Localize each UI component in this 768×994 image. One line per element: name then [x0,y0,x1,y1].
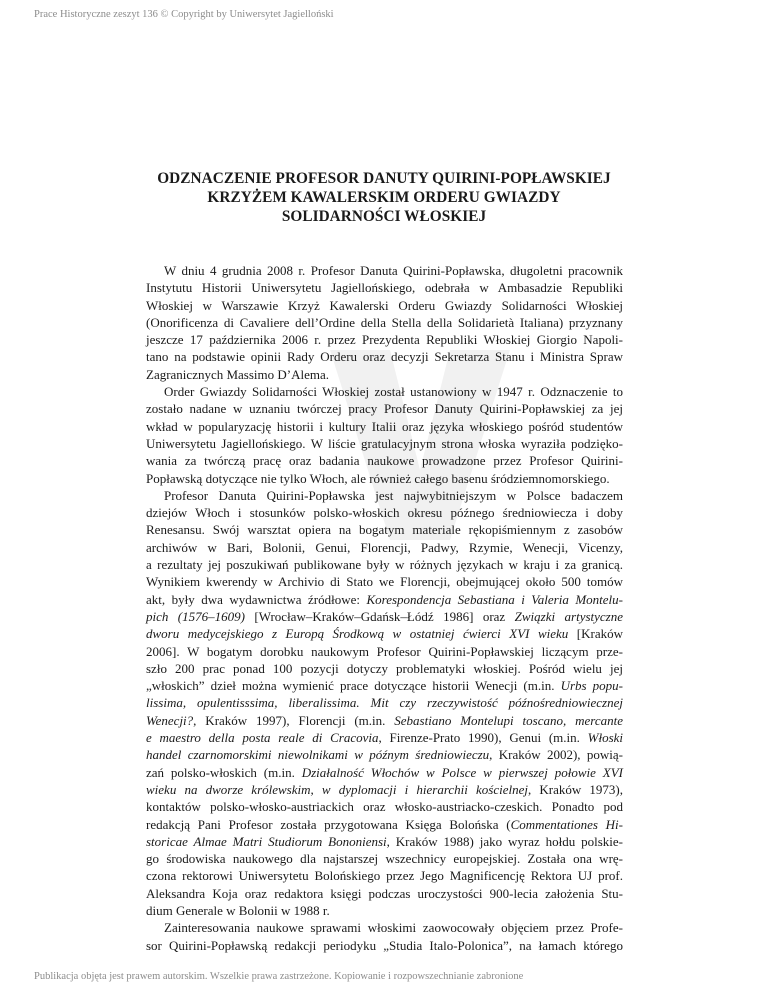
copyright-header: Prace Historyczne zeszyt 136 © Copyright by Uniwersytet Jagielloński [34,9,334,20]
body-line [146,660,623,677]
text-segment: kontaktów polsko-włosko-austriackich oraz włosko-austriacko-czeskich. Ponadto pod [146,799,623,815]
body-line [146,625,623,642]
body-line [146,504,623,521]
italic-text: Commentationes Hi- [510,816,624,832]
italic-text: Włoski [587,730,624,746]
body-line [146,297,623,314]
title-line-2: KRZYŻEM KAWALERSKIM ORDERU GWIAZDY [207,189,561,206]
text-segment: , Kraków 1997), Florencji (m.in. [193,712,395,728]
text-segment: zań polsko-włoskich (m.in. [146,764,302,780]
body-line [146,816,623,833]
body-line [146,435,623,452]
text-segment: a rezultaty jej poszukiwań publikowane były w różnych językach w kraju i za granicą. [146,557,623,573]
body-line [146,781,623,798]
body-line [146,867,623,884]
title-line-3: SOLIDARNOŚCI WŁOSKIEJ [281,208,487,225]
body-line [146,591,623,608]
text-segment: wkład w popularyzację historii i kultury Italii oraz języka włoskiego pośród studentów [146,418,623,434]
body-line [146,746,623,763]
body-line [146,643,623,660]
text-segment: Instytutu Historii Uniwersytetu Jagiellońskiego, odebrała w Ambasadzie Republiki [146,280,623,296]
body-line [146,383,623,400]
italic-text: Korespondencja Sebastiana i Valeria Montelu- [366,591,623,607]
body-line [146,331,623,348]
italic-text: pich (1576–1609) [146,608,245,624]
title-line-1: ODZNACZENIE PROFESOR DANUTY QUIRINI-POPŁAWSKIEJ [157,170,611,187]
text-segment: 2006]. W bogatym dorobku naukowym Profesor Quirini-Popławskiej liczącym prze- [146,643,623,659]
text-segment: Wynikiem kwerendy w Archivio di Stato we Florencji, obejmującej około 500 tomów [146,574,623,590]
text-segment: [Kraków [568,626,623,642]
body-line [146,608,623,625]
text-segment: jeszcze 17 października 2006 r. przez Prezydenta Republiki Włoskiej Giorgio Napoli- [146,332,623,348]
body-line [146,919,623,936]
italic-text: Działalność Włochów w Polsce w pierwszej połowie XVI [301,764,623,780]
text-segment: redakcją Pani Profesor została przygotowana Księga Bolońska ( [146,816,511,832]
body-line [146,314,623,331]
body-line [146,694,623,711]
body-line [146,400,623,417]
text-segment: zostało nadane w uznaniu twórczej pracy Profesor Danuty Quirini-Popławskiej za jej [146,401,623,417]
italic-text: Urbs popu- [560,678,623,694]
italic-text: dworu medycejskiego z Europą Środkową w ostatniej ćwierci XVI wieku [146,626,569,642]
body-line [146,798,623,815]
body-line [146,487,623,504]
text-segment: archiwów w Bari, Bolonii, Genui, Florencji, Padwy, Rzymie, Wenecji, Vicenzy, [146,539,623,555]
text-segment: W dniu 4 grudnia 2008 r. Profesor Danuta Quirini-Popławska, długoletni pracownik [164,263,623,278]
text-segment: dium Generale w Bolonii w 1988 r. [146,902,330,918]
italic-text: wieku na dworze królewskim, w dyplomacji i hierarchii kościelnej [146,781,528,797]
italic-text: handel czarnomorskimi niewolnikami w późnym średniowieczu [146,747,490,763]
text-segment: , Kraków 1973), [528,781,623,797]
italic-text: Sebastiano Montelupi toscano, mercante [394,712,623,728]
body-line [146,556,623,573]
body-line [146,262,623,279]
text-segment: Zainteresowania naukowe sprawami włoskimi zaowocowały objęciem przez Profe- [164,920,623,936]
body-line [146,729,623,746]
text-segment: „włoskich” dzieł można wymienić prace dotyczące historii Wenecji (m.in. [146,678,561,694]
body-line [146,452,623,469]
text-segment: Uniwersytetu Jagiellońskiego. W liście gratulacyjnym strona włoska wyraziła podzięko- [146,435,623,451]
article-title [100,169,668,226]
italic-text: storicae Almae Matri Studiorum Bononiensi [146,833,387,849]
copyright-footer: Publikacja objęta jest prawem autorskim. Wszelkie prawa zastrzeżone. Kopiowanie i rozpowszechnianie zabronione [34,971,524,982]
text-segment: go środowiska naukowego dla najstarszej wszechnicy europejskiej. Została ona wrę- [146,851,623,867]
text-segment: Renesansu. Swój warsztat opiera na bogatym materiale rękopiśmiennym z zasobów [146,522,623,538]
body-line [146,521,623,538]
body-line [146,902,623,919]
text-segment: Popławską dotyczące nie tylko Włoch, ale również całego basenu śródziemnomorskiego. [146,470,610,486]
italic-text: e maestro della posta reale di Cracovia [146,730,379,746]
text-segment: sor Quirini-Popławską redakcji periodyku „Studia Italo-Polonica”, na łamach którego [146,937,623,953]
text-segment: tano na podstawie opinii Rady Orderu oraz decyzji Sekretarza Stanu i Ministra Spraw [146,349,623,365]
text-segment: Aleksandra Koja oraz redaktora księgi podczas uroczystości 900-lecia założenia Stu- [146,885,623,901]
text-segment: [Wrocław–Kraków–Gdańsk–Łódź 1986] oraz [244,608,515,624]
article-body [146,262,623,954]
text-segment: (Onorificenza di Cavaliere dell’Ordine della Stella della Solidarietà Italiana) przyznany [146,314,623,330]
body-line [146,539,623,556]
text-segment: , Kraków 2002), powią- [489,747,623,763]
body-line [146,764,623,781]
body-line [146,348,623,365]
text-segment: dziejów Włoch i stosunków polsko-włoskich okresu późnego średniowiecza i doby [146,505,623,521]
body-line [146,366,623,383]
text-segment: , Firenze-Prato 1990), Genui (m.in. [378,730,588,746]
text-segment: szło 200 prac ponad 100 pozycji dotyczy problematyki włoskiej. Pośród wielu jej [146,660,623,676]
text-segment: , Kraków 1988) jako wyraz hołdu polskie- [386,833,623,849]
body-line [146,937,623,954]
text-segment: czona rektorowi Uniwersytetu Bolońskiego przez Jego Magnificencję Rektora UJ prof. [146,868,623,884]
body-line [146,712,623,729]
text-segment: Włoskiej w Warszawie Krzyż Kawalerski Orderu Gwiazdy Solidarności Włoskiej [146,297,623,313]
text-segment: akt, były dwa wydawnictwa źródłowe: [146,591,367,607]
body-line [146,573,623,590]
body-line [146,470,623,487]
text-segment: Zagranicznych Massimo D’Alema. [146,366,330,382]
body-line [146,850,623,867]
text-segment: wania za twórczą pracę oraz badania naukowe prowadzone przez Profesor Quirini- [146,453,623,469]
body-line [146,418,623,435]
body-line [146,833,623,850]
italic-text: lissima, opulentisssima, liberalissima. Mit czy rzeczywistość późnośredniowiecznej [146,695,623,711]
text-segment: Profesor Danuta Quirini-Popławska jest najwybitniejszym w Polsce badaczem [164,487,623,503]
text-segment: Order Gwiazdy Solidarności Włoskiej został ustanowiony w 1947 r. Odznaczenie to [164,384,623,400]
body-line [146,885,623,902]
italic-text: Związki artystyczne [514,608,624,624]
body-line [146,677,623,694]
body-line [146,279,623,296]
italic-text: Wenecji? [146,712,194,728]
